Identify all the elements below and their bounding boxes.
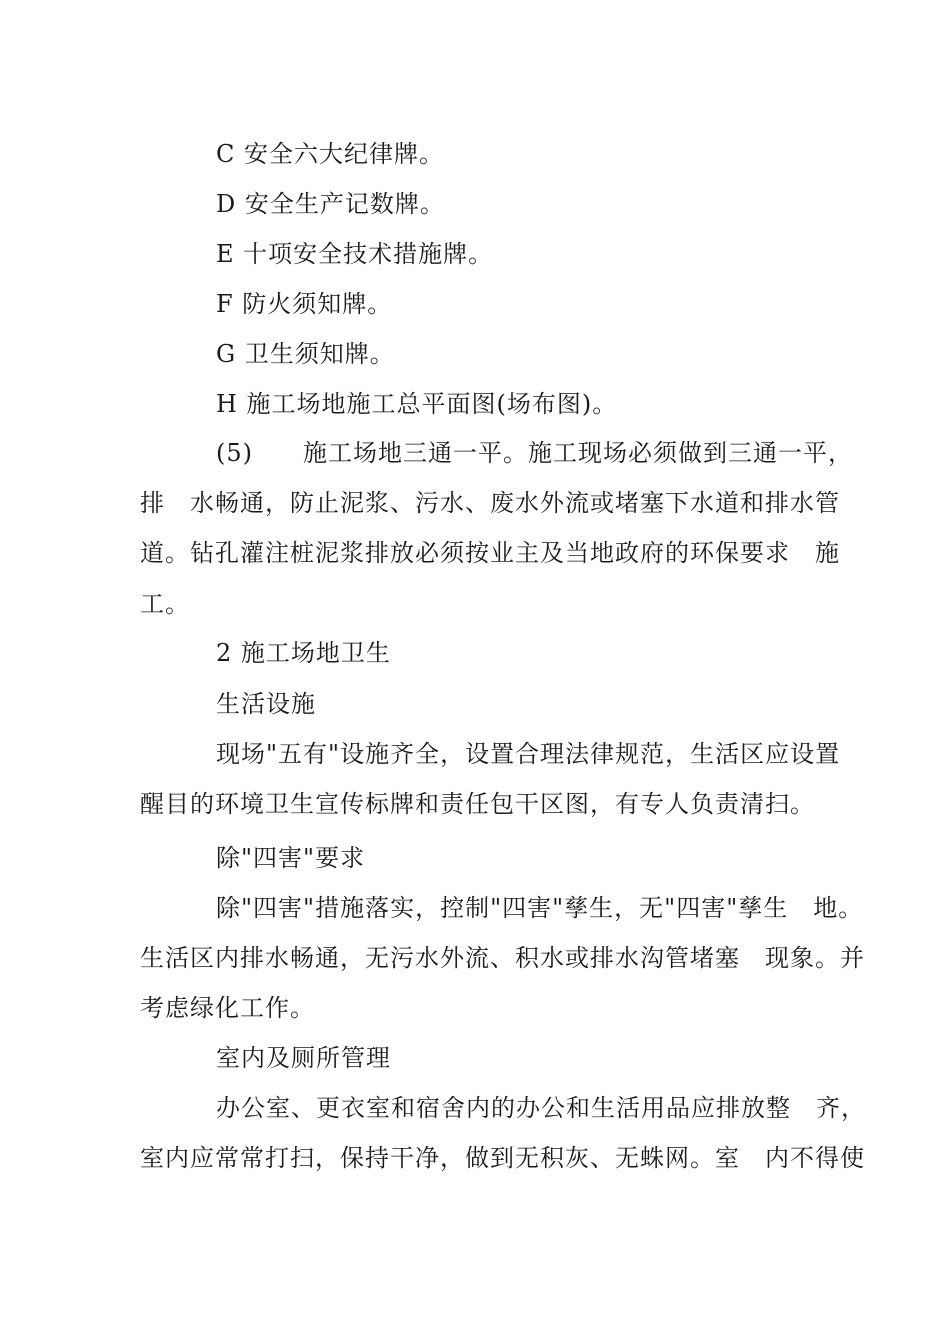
list-item-h: H 施工场地施工总平面图(场布图)。 xyxy=(216,390,618,418)
living-line-2: 醒目的环境卫生宣传标牌和责任包干区图，有专人负责清扫。 xyxy=(140,790,815,818)
list-item-e: E 十项安全技术措施牌。 xyxy=(216,240,494,268)
list-item-f: F 防火须知牌。 xyxy=(216,290,393,318)
list-item-c: C 安全六大纪律牌。 xyxy=(216,140,444,168)
subheading-four-pests: 除"四害"要求 xyxy=(216,844,366,872)
list-item-g: G 卫生须知牌。 xyxy=(216,340,395,368)
paragraph-5-line-4: 工。 xyxy=(140,590,190,618)
indoor-line-2: 室内应常常打扫，保持干净，做到无积灰、无蛛网。室 内不得使 xyxy=(140,1144,865,1172)
pests-line-3: 考虑绿化工作。 xyxy=(140,994,315,1022)
indoor-line-1: 办公室、更衣室和宿舍内的办公和生活用品应排放整 齐， xyxy=(216,1094,866,1122)
subheading-living-facilities: 生活设施 xyxy=(216,690,316,718)
living-line-1: 现场"五有"设施齐全，设置合理法律规范，生活区应设置 xyxy=(216,740,841,768)
pests-line-2: 生活区内排水畅通，无污水外流、积水或排水沟管堵塞 现象。并 xyxy=(140,944,865,972)
section-heading-2: 2 施工场地卫生 xyxy=(216,639,391,667)
paragraph-5-line-2: 排 水畅通，防止泥浆、污水、废水外流或堵塞下水道和排水管 xyxy=(140,489,840,517)
pests-line-1: 除"四害"措施落实，控制"四害"孳生，无"四害"孳生 地。 xyxy=(216,894,864,922)
list-item-d: D 安全生产记数牌。 xyxy=(216,190,445,218)
paragraph-5-line-3: 道。钻孔灌注桩泥浆排放必须按业主及当地政府的环保要求 施 xyxy=(140,539,840,567)
paragraph-5-line-1: (5) 施工场地三通一平。施工现场必须做到三通一平， xyxy=(216,439,853,467)
subheading-indoor-toilet: 室内及厕所管理 xyxy=(216,1044,391,1072)
